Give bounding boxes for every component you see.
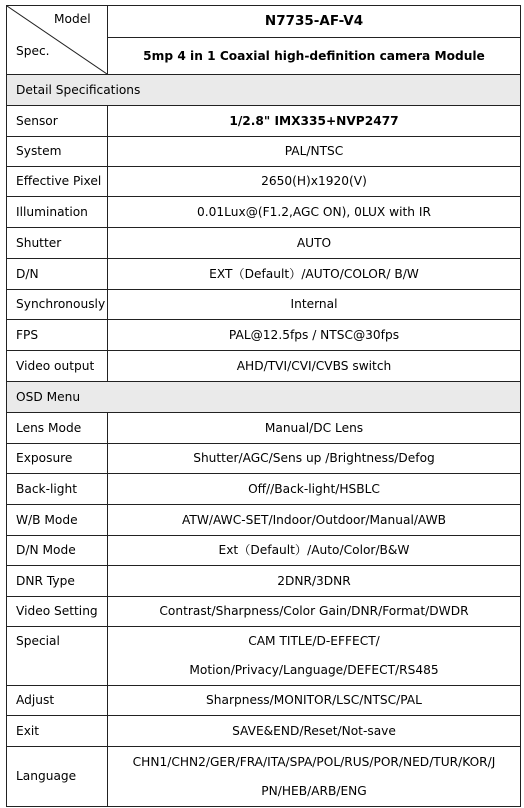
row-value: Off//Back-light/HSBLC [108, 474, 521, 505]
row-value: ATW/AWC-SET/Indoor/Outdoor/Manual/AWB [108, 505, 521, 536]
row-value: PAL/NTSC [108, 137, 521, 167]
row-label: Exit [7, 716, 108, 747]
spec-value: 5mp 4 in 1 Coaxial high-definition camera Module [108, 38, 521, 75]
row-label: Effective Pixel [7, 167, 108, 197]
osd-row [7, 444, 521, 474]
row-label: System [7, 137, 108, 167]
row-label: Video output [7, 351, 108, 382]
row-value: 1/2.8" IMX335+NVP2477 [108, 106, 521, 137]
osd-row [7, 505, 521, 536]
spec-table [6, 5, 521, 807]
row-value: Contrast/Sharpness/Color Gain/DNR/Format/DWDR [108, 597, 521, 627]
row-value: Internal [108, 290, 521, 320]
osd-row [7, 413, 521, 444]
spec-row [7, 106, 521, 137]
row-value: AHD/TVI/CVI/CVBS switch [108, 351, 521, 382]
row-value: Ext（Default）/Auto/Color/B&W [108, 536, 521, 566]
model-value: N7735-AF-V4 [108, 6, 521, 38]
row-value: EXT（Default）/AUTO/COLOR/ B/W [108, 259, 521, 290]
row-label: D/N Mode [7, 536, 108, 566]
osd-row [7, 566, 521, 597]
row-label: Back-light [7, 474, 108, 505]
row-value: SAVE&END/Reset/Not-save [108, 716, 521, 747]
osd-section-header: OSD Menu [7, 382, 521, 413]
row-value: PAL@12.5fps / NTSC@30fps [108, 320, 521, 351]
special-line-2: Motion/Privacy/Language/DEFECT/RS485 [189, 663, 439, 677]
language-line-1: CHN1/CHN2/GER/FRA/ITA/SPA/POL/RUS/POR/NED/TUR/KOR/J [132, 754, 496, 769]
row-label: Video Setting [7, 597, 108, 627]
row-value-multiline [108, 627, 521, 686]
spec-row [7, 320, 521, 351]
row-value: 2DNR/3DNR [108, 566, 521, 597]
row-value-multiline [108, 747, 521, 807]
row-label: Special [7, 627, 108, 686]
osd-row [7, 597, 521, 627]
language-line-2: PN/HEB/ARB/ENG [261, 783, 367, 798]
row-value: Shutter/AGC/Sens up /Brightness/Defog [108, 444, 521, 474]
row-value: Manual/DC Lens [108, 413, 521, 444]
row-label: Lens Mode [7, 413, 108, 444]
detail-section-header: Detail Specifications [7, 75, 521, 106]
spec-row [7, 351, 521, 382]
spec-row [7, 167, 521, 197]
row-label: Language [7, 747, 108, 807]
row-label: W/B Mode [7, 505, 108, 536]
row-label: FPS [7, 320, 108, 351]
row-label: Illumination [7, 197, 108, 228]
row-label: DNR Type [7, 566, 108, 597]
row-value: AUTO [108, 228, 521, 259]
model-label: Model [54, 12, 91, 26]
osd-row-language [7, 747, 521, 807]
spec-row [7, 197, 521, 228]
spec-label: Spec. [16, 44, 50, 58]
row-label: Shutter [7, 228, 108, 259]
row-label: Adjust [7, 686, 108, 716]
osd-row-special [7, 627, 521, 686]
row-value: Sharpness/MONITOR/LSC/NTSC/PAL [108, 686, 521, 716]
special-line-1: CAM TITLE/D-EFFECT/ [248, 634, 380, 648]
row-label: Exposure [7, 444, 108, 474]
osd-row [7, 716, 521, 747]
spec-row [7, 228, 521, 259]
row-label: D/N [7, 259, 108, 290]
row-value: 0.01Lux@(F1.2,AGC ON), 0LUX with IR [108, 197, 521, 228]
osd-row [7, 686, 521, 716]
row-label: Sensor [7, 106, 108, 137]
row-value: 2650(H)x1920(V) [108, 167, 521, 197]
row-label: Synchronously [7, 290, 108, 320]
model-spec-header-cell [7, 6, 108, 75]
spec-row [7, 259, 521, 290]
spec-row [7, 137, 521, 167]
spec-row [7, 290, 521, 320]
osd-row [7, 536, 521, 566]
osd-row [7, 474, 521, 505]
